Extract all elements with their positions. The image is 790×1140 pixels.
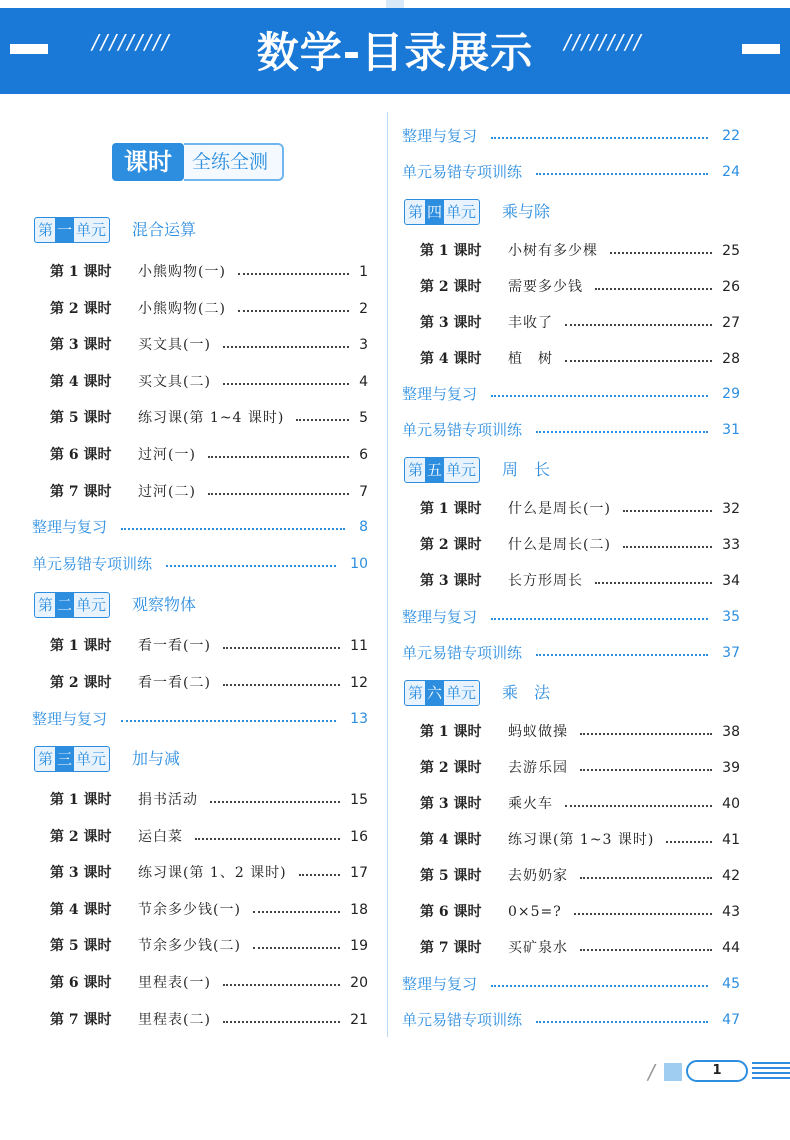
toc-lesson-row[interactable]	[404, 239, 740, 263]
review-title: 整理与复习	[32, 710, 108, 728]
unit-header	[34, 217, 368, 243]
toc-lesson-row[interactable]	[404, 569, 740, 593]
toc-review-row[interactable]	[402, 641, 740, 665]
toc-lesson-row[interactable]	[404, 347, 740, 371]
dot-leader	[491, 618, 708, 620]
dot-leader	[580, 877, 712, 879]
page-ref: 11	[350, 638, 368, 654]
lesson-number: 第 4 课时	[50, 374, 112, 390]
lesson-title: 里程表(二)	[138, 1012, 211, 1028]
lesson-title: 植 树	[508, 351, 553, 367]
unit-name: 乘 法	[502, 683, 551, 702]
footer-lines	[752, 1062, 790, 1082]
page-ref: 37	[722, 645, 740, 661]
lesson-number: 第 4 课时	[420, 351, 482, 367]
lesson-title: 买文具(一)	[138, 337, 211, 353]
toc-lesson-row[interactable]	[34, 480, 368, 504]
unit-tag-number: 四	[425, 200, 444, 224]
banner-bar-left	[10, 44, 48, 54]
lesson-title: 捐书活动	[138, 792, 198, 808]
dot-leader	[208, 493, 349, 495]
unit-name: 加与减	[132, 749, 181, 768]
unit-tag	[34, 217, 110, 243]
lesson-number: 第 2 课时	[420, 760, 482, 776]
toc-lesson-row[interactable]	[34, 861, 368, 885]
unit-tag	[404, 680, 480, 706]
header-banner	[0, 8, 790, 94]
dot-leader	[623, 546, 712, 548]
footer-block	[664, 1063, 682, 1081]
dot-leader	[195, 838, 340, 840]
page-ref: 41	[722, 832, 740, 848]
page-footer	[648, 1060, 790, 1084]
lesson-number: 第 2 课时	[50, 675, 112, 691]
review-title: 单元易错专项训练	[402, 1011, 523, 1029]
page-ref: 33	[722, 537, 740, 553]
lesson-title: 什么是周长(二)	[508, 537, 611, 553]
lesson-number: 第 2 课时	[50, 301, 112, 317]
toc-lesson-row[interactable]	[404, 792, 740, 816]
dot-leader	[536, 654, 708, 656]
footer-slash: /	[648, 1060, 655, 1084]
unit-tag-suffix: 单元	[76, 750, 107, 768]
dot-leader	[536, 173, 708, 175]
unit-header	[404, 680, 740, 706]
unit-tag-prefix: 第	[38, 596, 54, 614]
dot-leader	[210, 801, 340, 803]
lesson-title: 看一看(一)	[138, 638, 211, 654]
toc-lesson-row[interactable]	[34, 971, 368, 995]
page-ref: 15	[350, 792, 368, 808]
dot-leader	[238, 273, 349, 275]
lesson-title: 0×5=?	[508, 904, 562, 920]
lesson-number: 第 7 课时	[420, 940, 482, 956]
page-ref: 34	[722, 573, 740, 589]
dot-leader	[595, 582, 712, 584]
lesson-number: 第 3 课时	[50, 865, 112, 881]
page-ref: 1	[359, 264, 368, 280]
lesson-title: 需要多少钱	[508, 279, 583, 295]
unit-tag-number: 二	[55, 593, 74, 617]
toc-lesson-row[interactable]	[404, 828, 740, 852]
page-ref: 2	[359, 301, 368, 317]
lesson-number: 第 7 课时	[50, 484, 112, 500]
page-ref: 12	[350, 675, 368, 691]
banner-bar-right	[742, 44, 780, 54]
dot-leader	[623, 510, 712, 512]
lesson-number: 第 4 课时	[420, 832, 482, 848]
dot-leader	[580, 949, 712, 951]
page-ref: 3	[359, 337, 368, 353]
toc-review-row[interactable]	[402, 972, 740, 996]
unit-tag-prefix: 第	[38, 750, 54, 768]
toc-lesson-row[interactable]	[34, 634, 368, 658]
page-ref: 8	[359, 519, 368, 535]
page-ref: 35	[722, 609, 740, 625]
page-ref: 31	[722, 422, 740, 438]
unit-name: 乘与除	[502, 202, 551, 221]
lesson-number: 第 5 课时	[420, 868, 482, 884]
unit-tag	[34, 592, 110, 618]
page-ref: 45	[722, 976, 740, 992]
unit-tag-prefix: 第	[408, 684, 424, 702]
page-ref: 40	[722, 796, 740, 812]
toc-lesson-row[interactable]	[34, 825, 368, 849]
banner-deco-right: /////////	[564, 30, 643, 54]
lesson-title: 买文具(二)	[138, 374, 211, 390]
toc-review-row[interactable]	[402, 160, 740, 184]
page-ref: 5	[359, 410, 368, 426]
dot-leader	[536, 431, 708, 433]
dot-leader	[536, 1021, 708, 1023]
toc-review-row[interactable]	[32, 552, 368, 576]
review-title: 单元易错专项训练	[402, 644, 523, 662]
page-ref: 39	[722, 760, 740, 776]
toc-lesson-row[interactable]	[34, 260, 368, 284]
page-ref: 13	[350, 711, 368, 727]
unit-tag	[34, 746, 110, 772]
page-ref: 27	[722, 315, 740, 331]
lesson-number: 第 1 课时	[420, 501, 482, 517]
unit-tag-number: 三	[55, 747, 74, 771]
toc-lesson-row[interactable]	[34, 898, 368, 922]
series-logo	[112, 143, 284, 185]
lesson-title: 蚂蚁做操	[508, 724, 568, 740]
lesson-title: 什么是周长(一)	[508, 501, 611, 517]
toc-review-row[interactable]	[402, 382, 740, 406]
page-number: 1	[686, 1060, 748, 1082]
toc-lesson-row[interactable]	[404, 275, 740, 299]
page-ref: 44	[722, 940, 740, 956]
dot-leader	[565, 805, 712, 807]
lesson-title: 过河(一)	[138, 447, 196, 463]
dot-leader	[121, 528, 345, 530]
dot-leader	[238, 310, 349, 312]
review-title: 单元易错专项训练	[32, 555, 153, 573]
page-ref: 42	[722, 868, 740, 884]
toc-lesson-row[interactable]	[404, 720, 740, 744]
dot-leader	[223, 984, 340, 986]
dot-leader	[253, 911, 340, 913]
lesson-title: 去奶奶家	[508, 868, 568, 884]
toc-lesson-row[interactable]	[404, 533, 740, 557]
unit-tag-number: 六	[425, 681, 444, 705]
page-ref: 10	[350, 556, 368, 572]
page-ref: 4	[359, 374, 368, 390]
unit-tag-number: 一	[55, 218, 74, 242]
dot-leader	[580, 733, 712, 735]
page-ref: 19	[350, 938, 368, 954]
dot-leader	[253, 947, 340, 949]
dot-leader	[208, 456, 349, 458]
page-ref: 20	[350, 975, 368, 991]
lesson-number: 第 4 课时	[50, 902, 112, 918]
page-ref: 28	[722, 351, 740, 367]
page-ref: 22	[722, 128, 740, 144]
dot-leader	[491, 395, 708, 397]
dot-leader	[491, 137, 708, 139]
toc-lesson-row[interactable]	[404, 864, 740, 888]
lesson-title: 小树有多少棵	[508, 243, 598, 259]
toc-lesson-row[interactable]	[404, 497, 740, 521]
lesson-number: 第 6 课时	[50, 447, 112, 463]
lesson-title: 过河(二)	[138, 484, 196, 500]
toc-lesson-row[interactable]	[404, 936, 740, 960]
dot-leader	[121, 720, 336, 722]
dot-leader	[299, 874, 341, 876]
unit-name: 混合运算	[132, 220, 197, 239]
page-ref: 24	[722, 164, 740, 180]
lesson-title: 小熊购物(二)	[138, 301, 226, 317]
toc-lesson-row[interactable]	[34, 406, 368, 430]
dot-leader	[565, 324, 712, 326]
dot-leader	[223, 383, 349, 385]
page-ref: 17	[350, 865, 368, 881]
toc-review-row[interactable]	[402, 124, 740, 148]
page-ref: 32	[722, 501, 740, 517]
unit-tag-suffix: 单元	[446, 461, 477, 479]
dot-leader	[223, 346, 349, 348]
banner-deco-left: /////////	[92, 30, 171, 54]
page-ref: 16	[350, 829, 368, 845]
unit-name: 周 长	[502, 460, 551, 479]
review-title: 整理与复习	[402, 385, 478, 403]
lesson-title: 练习课(第 1~3 课时)	[508, 832, 655, 848]
dot-leader	[610, 252, 712, 254]
dot-leader	[223, 684, 340, 686]
toc-review-row[interactable]	[32, 515, 368, 539]
unit-name: 观察物体	[132, 595, 197, 614]
unit-header	[34, 592, 368, 618]
toc-lesson-row[interactable]	[34, 297, 368, 321]
top-tick	[386, 0, 404, 8]
review-title: 整理与复习	[402, 975, 478, 993]
lesson-title: 运白菜	[138, 829, 183, 845]
lesson-number: 第 6 课时	[50, 975, 112, 991]
unit-tag	[404, 457, 480, 483]
toc-review-row[interactable]	[402, 605, 740, 629]
dot-leader	[666, 841, 712, 843]
unit-tag-prefix: 第	[408, 461, 424, 479]
review-title: 单元易错专项训练	[402, 421, 523, 439]
lesson-number: 第 3 课时	[420, 573, 482, 589]
lesson-title: 练习课(第 1~4 课时)	[138, 410, 285, 426]
lesson-number: 第 6 课时	[420, 904, 482, 920]
unit-header	[404, 457, 740, 483]
toc-lesson-row[interactable]	[404, 756, 740, 780]
toc-lesson-row[interactable]	[404, 311, 740, 335]
lesson-number: 第 1 课时	[420, 243, 482, 259]
unit-tag-suffix: 单元	[446, 684, 477, 702]
lesson-number: 第 1 课时	[50, 264, 112, 280]
lesson-number: 第 2 课时	[420, 537, 482, 553]
toc-lesson-row[interactable]	[34, 333, 368, 357]
dot-leader	[574, 913, 712, 915]
lesson-title: 练习课(第 1、2 课时)	[138, 865, 287, 881]
lesson-title: 丰收了	[508, 315, 553, 331]
lesson-number: 第 3 课时	[420, 796, 482, 812]
page-ref: 47	[722, 1012, 740, 1028]
lesson-number: 第 2 课时	[420, 279, 482, 295]
page-ref: 21	[350, 1012, 368, 1028]
lesson-number: 第 3 课时	[420, 315, 482, 331]
lesson-title: 节余多少钱(一)	[138, 902, 241, 918]
unit-tag-prefix: 第	[38, 221, 54, 239]
lesson-title: 看一看(二)	[138, 675, 211, 691]
unit-header	[404, 199, 740, 225]
lesson-title: 小熊购物(一)	[138, 264, 226, 280]
page-ref: 18	[350, 902, 368, 918]
lesson-number: 第 1 课时	[420, 724, 482, 740]
review-title: 整理与复习	[32, 518, 108, 536]
page-ref: 43	[722, 904, 740, 920]
lesson-title: 买矿泉水	[508, 940, 568, 956]
lesson-title: 长方形周长	[508, 573, 583, 589]
page-ref: 29	[722, 386, 740, 402]
page-ref: 26	[722, 279, 740, 295]
dot-leader	[565, 360, 712, 362]
review-title: 单元易错专项训练	[402, 163, 523, 181]
toc-review-row[interactable]	[32, 707, 368, 731]
lesson-title: 里程表(一)	[138, 975, 211, 991]
page-ref: 38	[722, 724, 740, 740]
page-title: 数学-目录展示	[256, 28, 534, 77]
unit-tag-suffix: 单元	[76, 221, 107, 239]
lesson-number: 第 5 课时	[50, 410, 112, 426]
lesson-number: 第 7 课时	[50, 1012, 112, 1028]
lesson-number: 第 5 课时	[50, 938, 112, 954]
logo-sub: 全练全测	[184, 143, 284, 181]
toc-lesson-row[interactable]	[404, 900, 740, 924]
page-ref: 6	[359, 447, 368, 463]
review-title: 整理与复习	[402, 608, 478, 626]
unit-tag-suffix: 单元	[446, 203, 477, 221]
dot-leader	[223, 647, 340, 649]
review-title: 整理与复习	[402, 127, 478, 145]
dot-leader	[223, 1021, 340, 1023]
toc-review-row[interactable]	[402, 1008, 740, 1032]
toc-lesson-row[interactable]	[34, 788, 368, 812]
toc-lesson-row[interactable]	[34, 934, 368, 958]
lesson-number: 第 1 课时	[50, 638, 112, 654]
page-ref: 25	[722, 243, 740, 259]
lesson-title: 乘火车	[508, 796, 553, 812]
toc-lesson-row[interactable]	[34, 443, 368, 467]
page-ref: 7	[359, 484, 368, 500]
lesson-number: 第 3 课时	[50, 337, 112, 353]
column-divider	[387, 112, 388, 1037]
lesson-number: 第 2 课时	[50, 829, 112, 845]
toc-lesson-row[interactable]	[34, 1008, 368, 1032]
unit-tag-suffix: 单元	[76, 596, 107, 614]
dot-leader	[595, 288, 712, 290]
toc-review-row[interactable]	[402, 418, 740, 442]
unit-tag	[404, 199, 480, 225]
unit-tag-prefix: 第	[408, 203, 424, 221]
lesson-title: 节余多少钱(二)	[138, 938, 241, 954]
dot-leader	[491, 985, 708, 987]
dot-leader	[580, 769, 712, 771]
dot-leader	[166, 565, 336, 567]
toc-lesson-row[interactable]	[34, 671, 368, 695]
lesson-number: 第 1 课时	[50, 792, 112, 808]
unit-tag-number: 五	[425, 458, 444, 482]
toc-lesson-row[interactable]	[34, 370, 368, 394]
unit-header	[34, 746, 368, 772]
logo-main: 课时	[112, 143, 184, 181]
lesson-title: 去游乐园	[508, 760, 568, 776]
dot-leader	[296, 419, 349, 421]
